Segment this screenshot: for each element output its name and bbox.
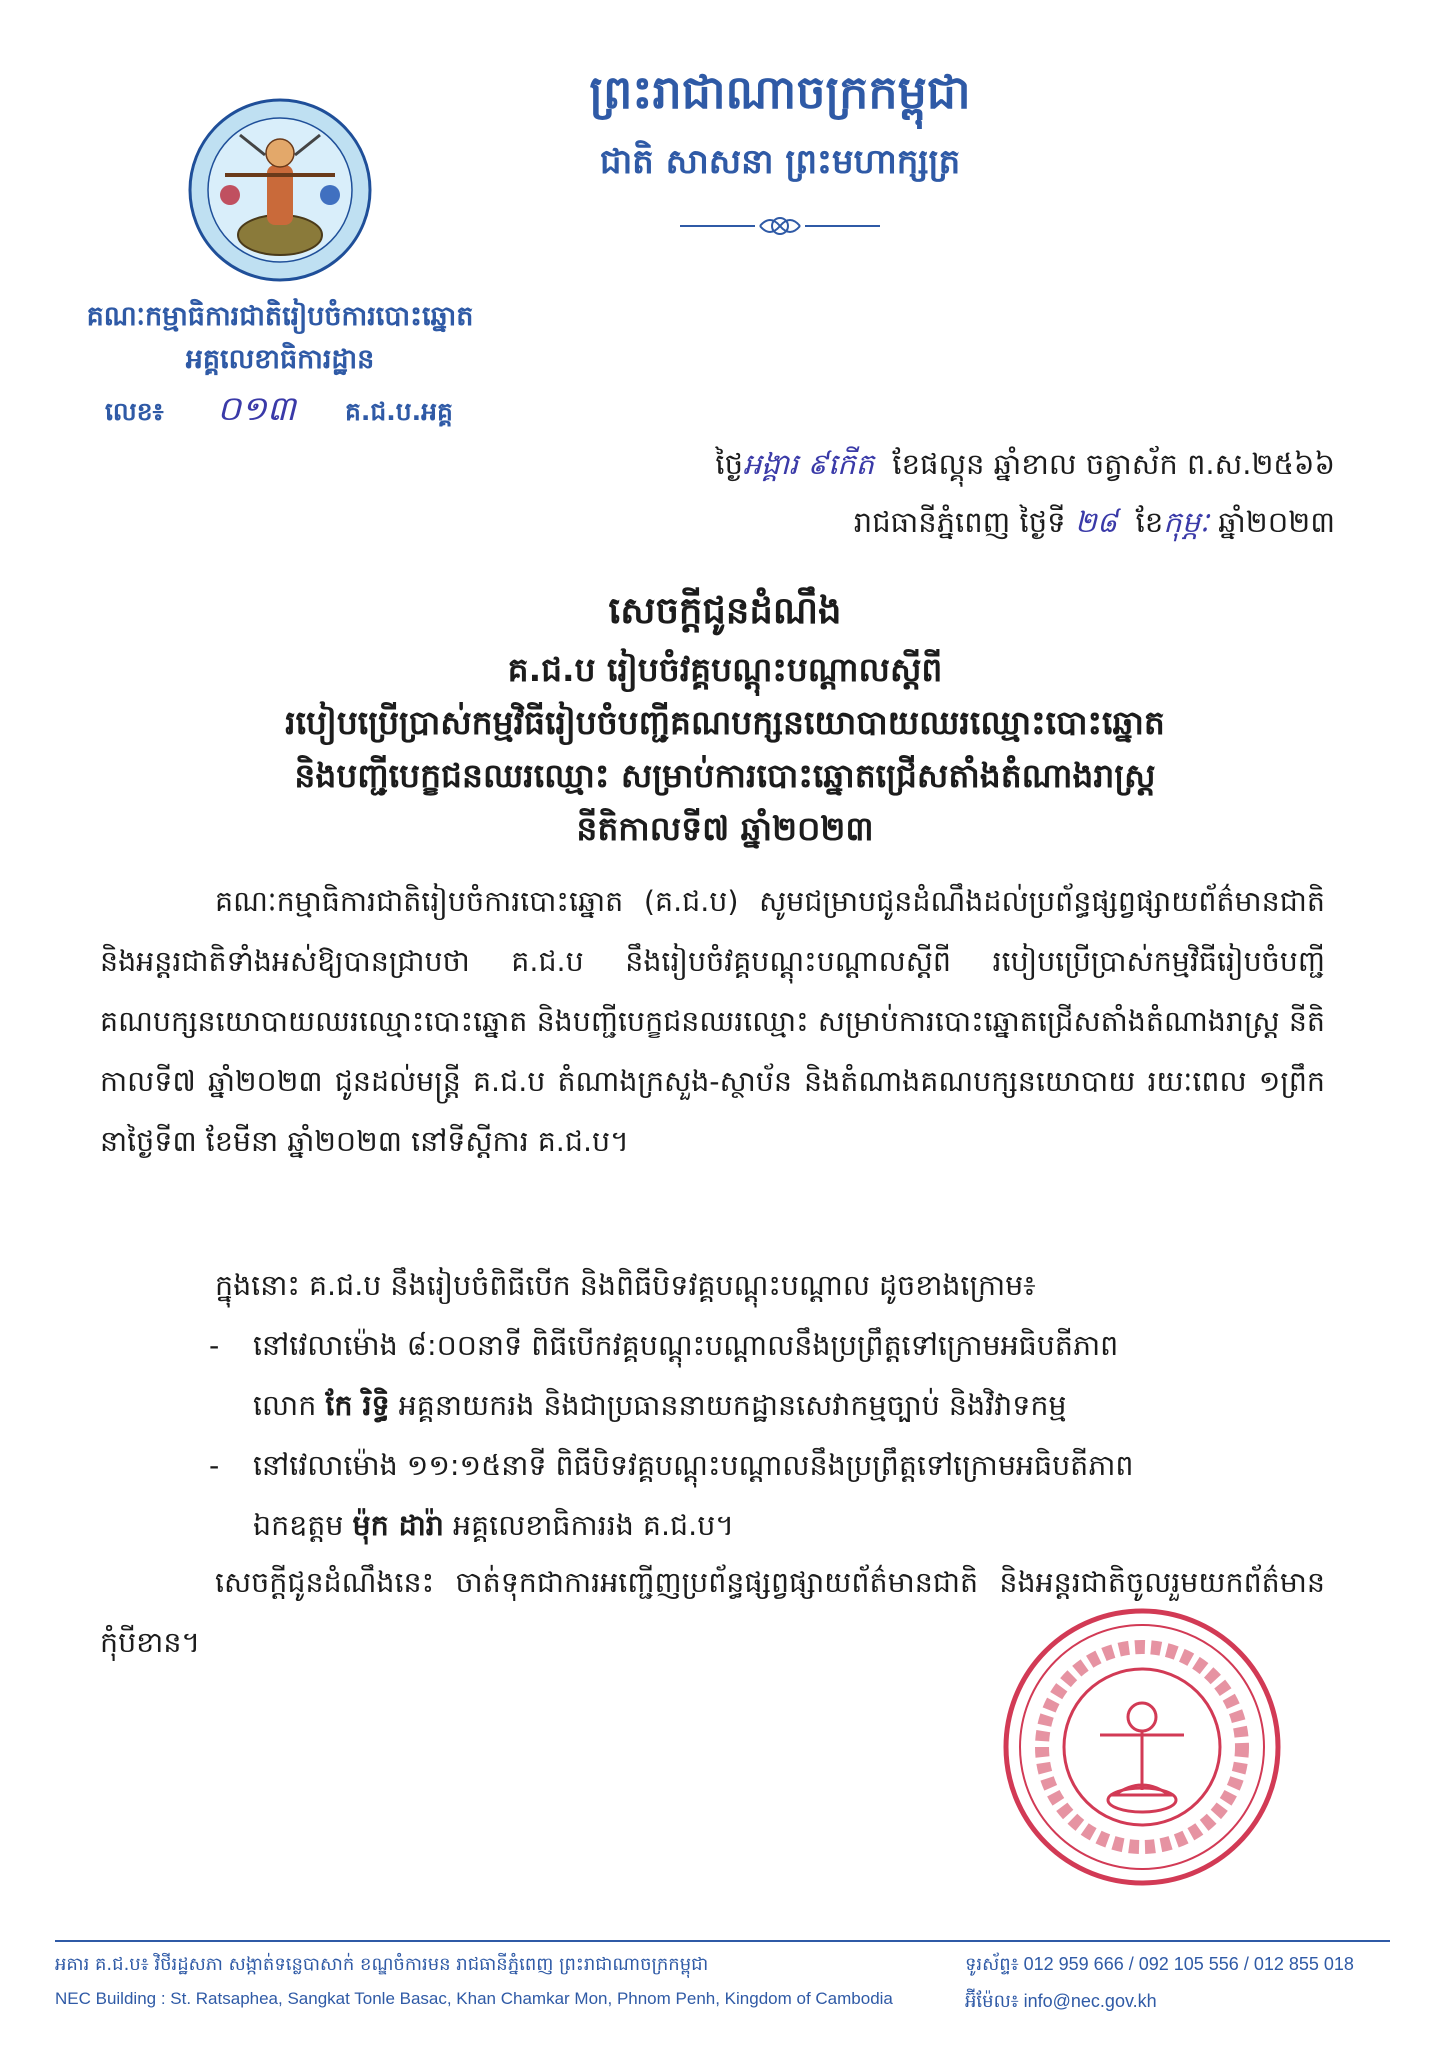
org-department: អគ្គលេខាធិការដ្ឋាន [185, 344, 375, 375]
solar-day: ២៨ [1074, 505, 1118, 539]
bullet-text [253, 1316, 1343, 1436]
body-paragraph-1: គណៈកម្មាធិការជាតិរៀបចំការបោះឆ្នោត (គ.ជ.ប) សូមជម្រាបជូនដំណឹងដល់ប្រព័ន្ធផ្សព្វផ្សាយព័ត៌មានជាតិ និងអន្តរជាតិទាំងអស់ឱ្យបានជ្រាបថា គ.ជ.ប នឹងរៀបចំវគ្គបណ្តុះបណ្តាលស្តីពី របៀបប្រើប្រាស់កម្មវិធីរៀបចំបញ្ជីគណបក្សនយោបាយឈរឈ្មោះបោះឆ្នោត និងបញ្ជីបេក្ខជនឈរឈ្មោះ សម្រាប់ការបោះឆ្នោតជ្រើសតាំងតំណាងរាស្ត្រ នីតិកាលទី៧ ឆ្នាំ២០២៣ ជូនដល់មន្ត្រី គ.ជ.ប តំណាងក្រសួង-ស្ថាប័ន និងតំណាងគណបក្សនយោបាយ រយៈពេល ១ព្រឹក នាថ្ងៃទី៣ ខែមីនា ឆ្នាំ២០២៣ នៅទីស្តីការ គ.ជ.ប។ [100, 885, 1325, 1158]
solar-month: កុម្ភៈ [1163, 505, 1209, 539]
honorific: លោក [253, 1389, 317, 1422]
footer-address-khmer: អគារ គ.ជ.ប៖ វិថីរដ្ឋសភា សង្កាត់ទន្លេបាសាក់ ខណ្ឌចំការមន រាជធានីភ្នំពេញ ព្រះរាជាណាចក្រកម្ពុជា [55, 1954, 709, 1975]
person-role: អគ្គលេខាធិការរង គ.ជ.ប។ [452, 1509, 735, 1542]
body-paragraph-3: សេចក្តីជូនដំណឹងនេះ ចាត់ទុកជាការអញ្ជើញប្រព័ន្ធផ្សព្វផ្សាយព័ត៌មានជាតិ និងអន្តរជាតិចូលរួមយកព័ត៌មានកុំបីខាន។ [100, 1566, 1325, 1659]
org-name: គណៈកម្មាធិការជាតិរៀបចំការបោះឆ្នោត [86, 301, 474, 332]
bullet-line [253, 1496, 1343, 1556]
footer-address-english: NEC Building : St. Ratsaphea, Sangkat Tonle Basac, Khan Chamkar Mon, Phnom Penh, Kingdom of Cambodia [55, 1989, 893, 2008]
footer-phone: ទូរស័ព្ទ៖ 012 959 666 / 092 105 556 / 012 855 018 [965, 1954, 1354, 1974]
lunar-prefix: ថ្ងៃ [715, 447, 743, 481]
official-seal-icon [1000, 1605, 1285, 1890]
list-item [209, 1316, 1325, 1436]
bullet-dash: - [209, 1329, 220, 1362]
person-name: ម៉ុក ដារ៉ា [352, 1509, 444, 1542]
kingdom-title: ព្រះរាជាណាចក្រកម្ពុជា [589, 65, 971, 119]
footer-divider [55, 1940, 1390, 1942]
title-line-1: គ.ជ.ប រៀបចំវគ្គបណ្តុះបណ្តាលស្តីពី [507, 650, 943, 689]
national-motto: ជាតិ សាសនា ព្រះមហាក្សត្រ [599, 142, 961, 182]
honorific: ឯកឧត្តម [253, 1509, 344, 1542]
title-line-2: របៀបប្រើប្រាស់កម្មវិធីរៀបចំបញ្ជីគណបក្សនយោបាយឈរឈ្មោះបោះឆ្នោត [285, 703, 1165, 742]
reference-number: ០១៣ [217, 389, 296, 429]
footer-email: អ៊ីម៉ែល៖ info@nec.gov.kh [965, 1991, 1157, 2011]
title-line-4: នីតិកាលទី៧ ឆ្នាំ២០២៣ [576, 809, 874, 848]
reference-label: លេខ៖ [105, 397, 164, 426]
nec-emblem-icon [185, 95, 375, 285]
person-role: អគ្គនាយករង និងជាប្រធាននាយកដ្ឋានសេវាកម្មច្បាប់ និងវិវាទកម្ម [398, 1389, 1067, 1422]
lunar-handwritten: អង្គារ ៩កើត [742, 447, 874, 481]
solar-prefix: រាជធានីភ្នំពេញ ថ្ងៃទី [853, 505, 1066, 539]
bullet-line: នៅវេលាម៉ោង ៨:០០នាទី ពិធីបើកវគ្គបណ្តុះបណ្តាលនឹងប្រព្រឹត្តទៅក្រោមអធិបតីភាព [253, 1329, 1119, 1362]
reference-suffix: គ.ជ.ប.អគ្គ [345, 397, 453, 426]
title-line-3: និងបញ្ជីបេក្ខជនឈរឈ្មោះ សម្រាប់ការបោះឆ្នោតជ្រើសតាំងតំណាងរាស្ត្រ [294, 756, 1156, 795]
lunar-rest: ខែផល្គុន ឆ្នាំខាល ចត្វាស័ក ព.ស.២៥៦៦ [892, 447, 1335, 481]
list-item [209, 1436, 1325, 1556]
person-name: កែ រិទ្ធិ [325, 1389, 390, 1422]
bullet-text [253, 1436, 1343, 1556]
solar-month-label: ខែ [1135, 505, 1164, 539]
reference-row [105, 389, 525, 433]
ornament-divider-icon [675, 208, 885, 244]
bullet-line: នៅវេលាម៉ោង ១១:១៥នាទី ពិធីបិទវគ្គបណ្តុះបណ្តាលនឹងប្រព្រឹត្តទៅក្រោមអធិបតីភាព [253, 1449, 1134, 1482]
solar-date-line [505, 505, 1335, 547]
bullet-dash: - [209, 1449, 220, 1482]
solar-year: ឆ្នាំ២០២៣ [1218, 505, 1335, 539]
lunar-date-line [555, 447, 1335, 489]
document-title: សេចក្តីជូនដំណឹង [608, 589, 842, 632]
body-paragraph-2: ក្នុងនោះ គ.ជ.ប នឹងរៀបចំពិធីបើក និងពិធីបិទវគ្គបណ្តុះបណ្តាល ដូចខាងក្រោម៖ [215, 1269, 1036, 1302]
bullet-line [253, 1376, 1343, 1436]
